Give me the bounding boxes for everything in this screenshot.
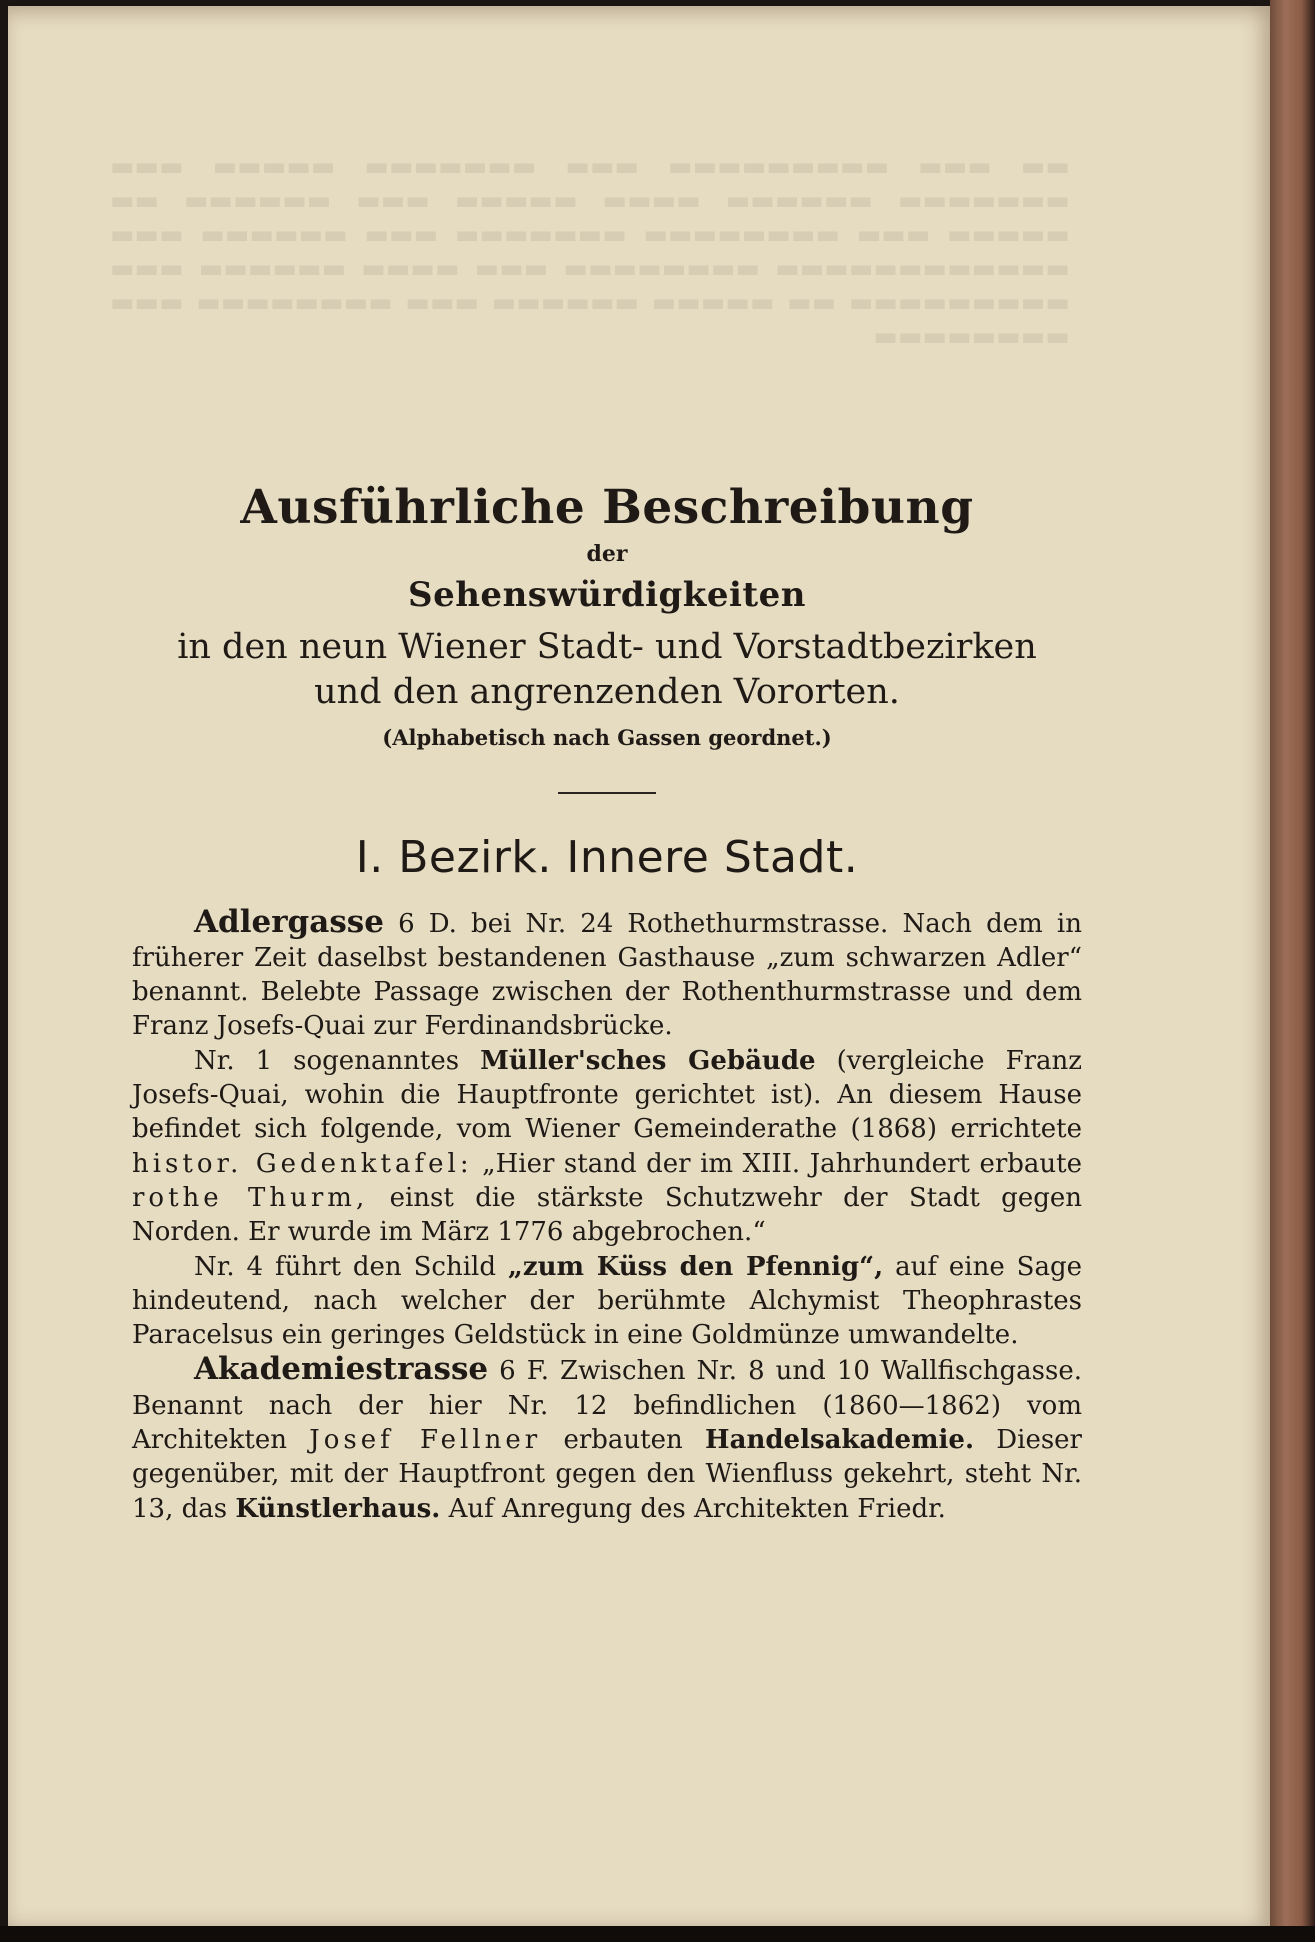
text-span: Auf Anregung des Architekten Friedr. [440, 1493, 946, 1524]
text-span: (vergleiche Franz Josefs-Quai, wohin die Hauptfronte gerichtet ist). An diesem Hause befindet sich folgende, vom Wiener Gemeinderathe (1868) errichtete [132, 1045, 1083, 1145]
ordering-note: (Alphabetisch nach Gassen geordnet.) [382, 724, 832, 750]
bold-span: Künstlerhaus. [235, 1493, 441, 1524]
district-heading: I. Bezirk. Innere Stadt. [355, 831, 859, 883]
bold-span: Müller'sches Gebäude [480, 1045, 816, 1076]
subject-heading: Sehenswürdigkeiten [408, 575, 806, 615]
page-edge [1270, 0, 1315, 1942]
divider-rule [558, 792, 656, 794]
entry-heading: Akademiestrasse [194, 1351, 489, 1388]
title-connector: der [586, 541, 628, 567]
subtitle-line-1: in den neun Wiener Stadt- und Vorstadtbezirken [177, 627, 1037, 667]
spaced-span: rothe Thurm, [132, 1182, 369, 1213]
entry-akademiestrasse [132, 1352, 1082, 1525]
text-span: auf eine Sage hindeutend, nach welcher der berühmte Alchymist Theophrastes Paracelsus ein geringes Geldstück in eine Goldmünze umwandelte. [132, 1251, 1082, 1351]
entry-heading: Adlergasse [194, 903, 384, 940]
page-bottom-edge [0, 1926, 1315, 1942]
paragraph-nr4 [132, 1250, 1082, 1353]
subtitle-line-2: und den angrenzenden Vororten. [314, 671, 900, 712]
bold-span: Handelsakademie. [705, 1425, 974, 1456]
text-span: erbauten [541, 1425, 706, 1456]
spaced-span: Josef Fellner [309, 1425, 542, 1456]
text-span: einst die stärkste Schutzwehr der Stadt gegen Norden. Er wurde im März 1776 abgebrochen.“ [132, 1182, 1082, 1248]
entry-adlergasse [132, 905, 1082, 1044]
bold-span: „zum Küss den Pfennig“, [507, 1251, 884, 1282]
paragraph-nr1 [132, 1044, 1082, 1250]
text-span: Nr. 4 führt den Schild [194, 1251, 508, 1282]
page-title: Ausführliche Beschreibung [240, 480, 974, 535]
text-span: „Hier stand der im XIII. Jahrhundert erbaute [472, 1148, 1083, 1179]
text-span: Dieser gegenüber, mit der Hauptfront gegen den Wienfluss gekehrt, steht Nr. 13, das [132, 1425, 1082, 1524]
text-span: 6 F. Zwischen Nr. 8 und 10 Wallfischgasse. Benannt nach der hier Nr. 12 befindlichen (1860—1862) vom Architekten [132, 1356, 1082, 1456]
spaced-span: histor. Gedenktafel: [132, 1148, 473, 1179]
document-content [132, 480, 1082, 1526]
entry-text: 6 D. bei Nr. 24 Rothethurmstrasse. Nach dem in früherer Zeit daselbst bestandenen Gasthause „zum schwarzen Adler“ benannt. Belebte Passage zwischen der Rothenthurmstrasse und dem Franz Josefs-Quai zur Ferdinandsbrücke. [132, 908, 1082, 1042]
text-span: Nr. 1 sogenanntes [194, 1045, 481, 1076]
